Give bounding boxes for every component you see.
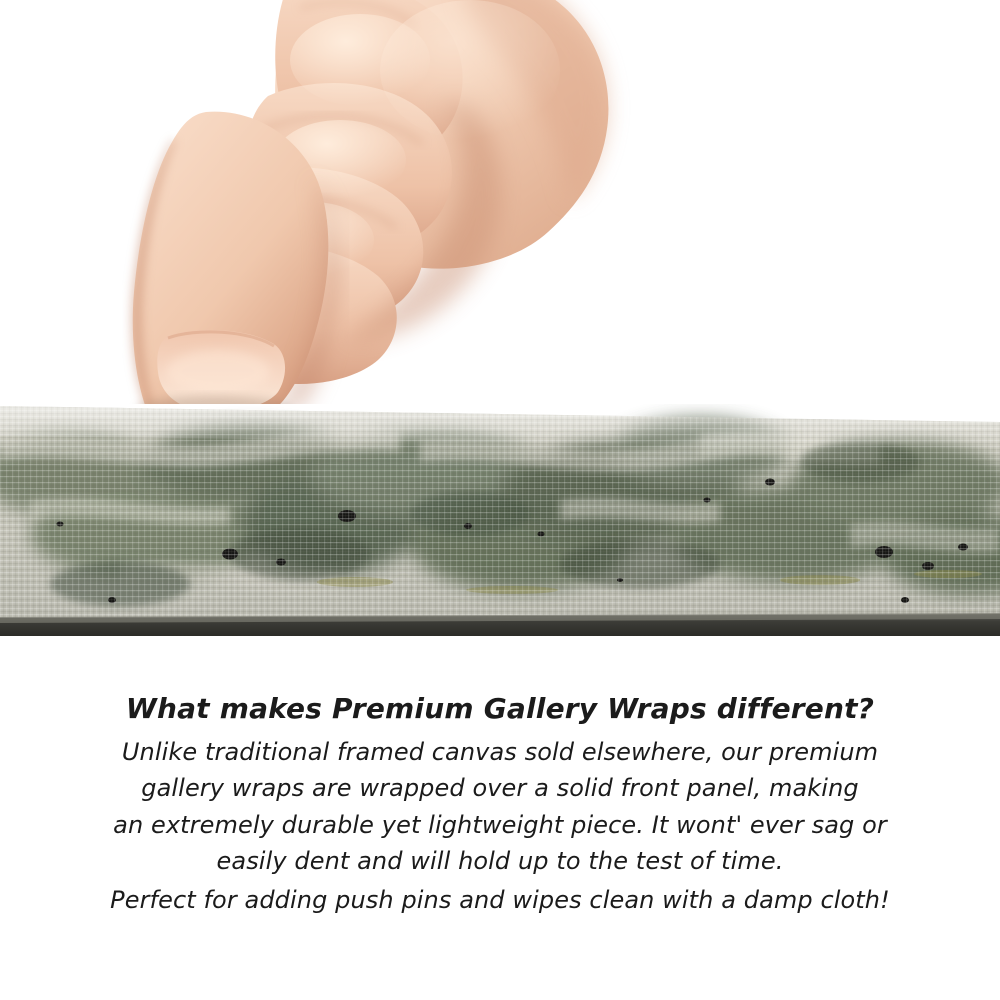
caption-line-4: easily dent and will hold up to the test of time. [216, 847, 784, 876]
caption-line-2: gallery wraps are wrapped over a solid front panel, making [141, 774, 859, 803]
caption-line-3: an extremely durable yet lightweight piece. It wont' ever sag or [113, 810, 887, 839]
caption-block [0, 690, 1000, 918]
canvas-texture-illustration [0, 404, 1000, 636]
caption-headline: What makes Premium Gallery Wraps different? [125, 692, 875, 725]
hand-photo-region [0, 0, 1000, 420]
canvas-wrap-edge-photo [0, 404, 1000, 636]
caption-line-1: Unlike traditional framed canvas sold elsewhere, our premium [121, 737, 879, 766]
hand-pressing-down-illustration [0, 0, 1000, 420]
caption-line-5: Perfect for adding push pins and wipes clean with a damp cloth! [110, 885, 890, 914]
